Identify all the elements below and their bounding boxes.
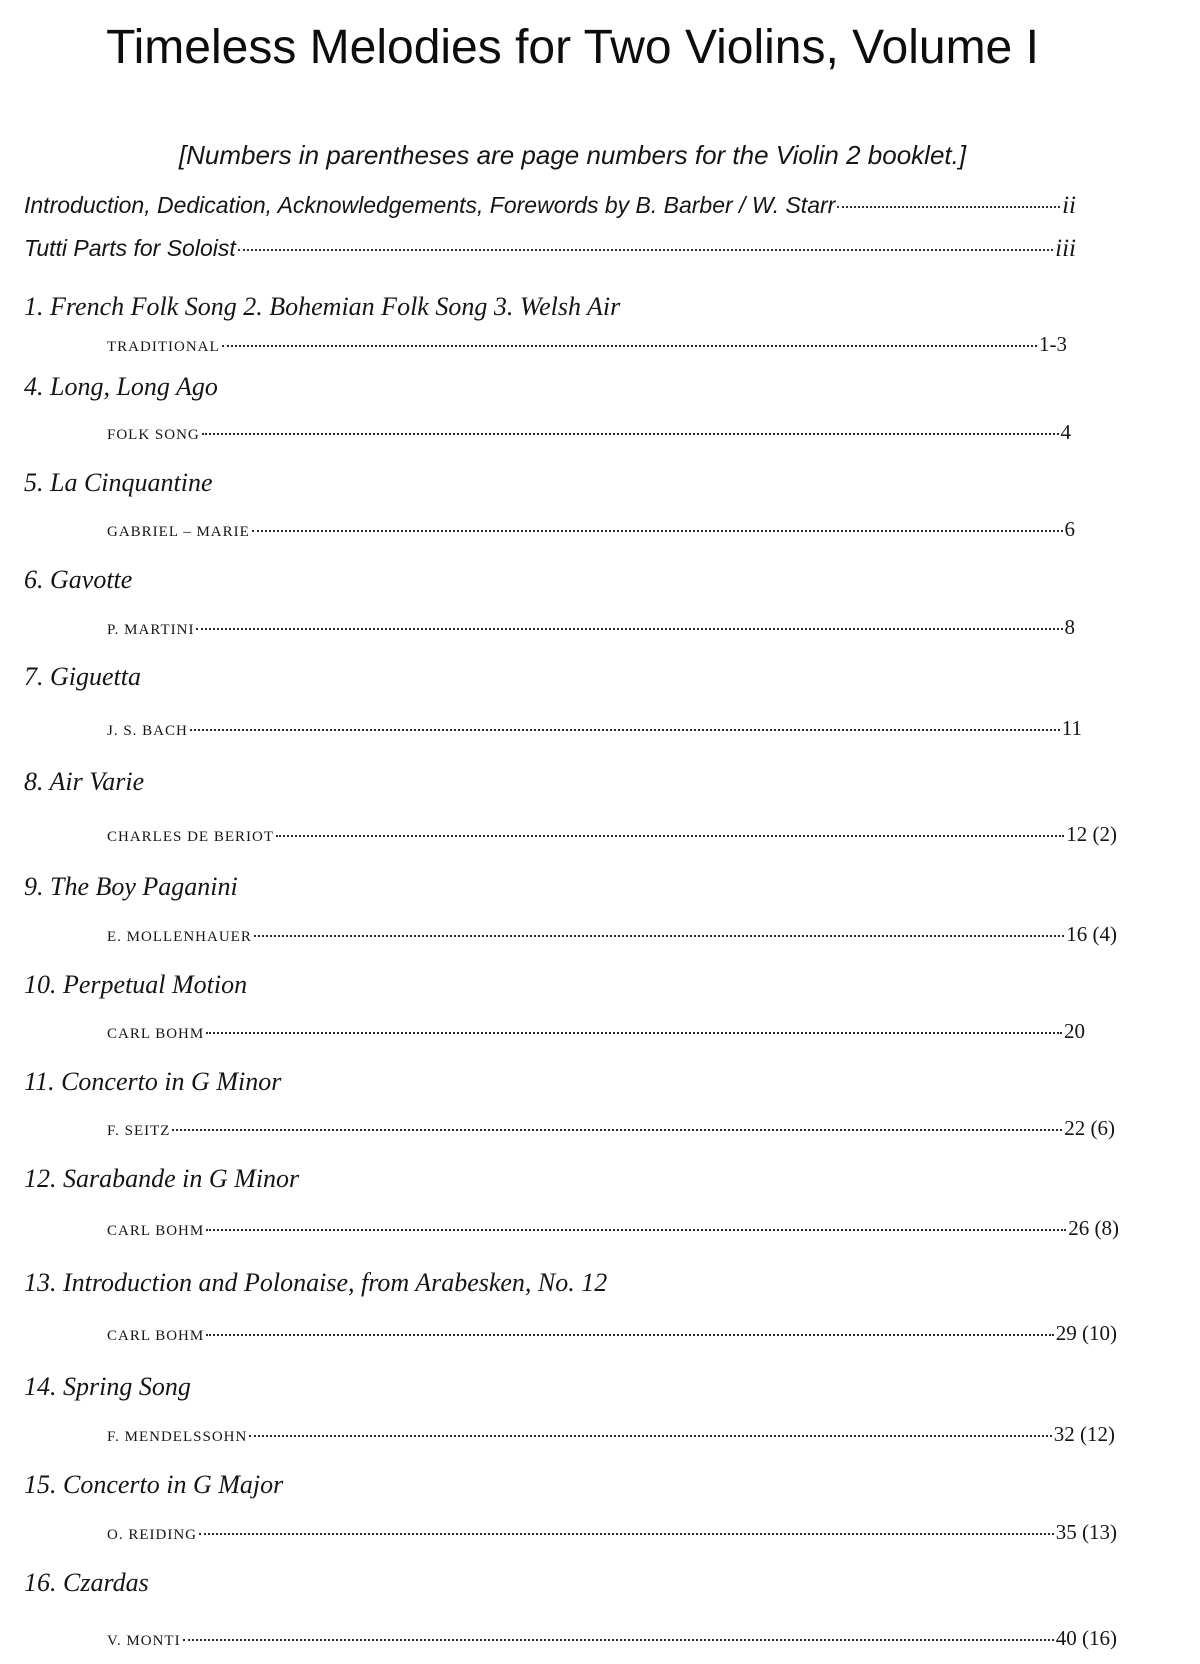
entry-composer-line (107, 1624, 1117, 1655)
entry-page: 26 (8) (1068, 1216, 1119, 1240)
entry-title: 13. Introduction and Polonaise, from Arabesken, No. 12 (24, 1268, 608, 1297)
entry-page: 4 (1060, 420, 1071, 444)
entry-title: 12. Sarabande in G Minor (24, 1164, 300, 1193)
dot-leader (238, 249, 1053, 251)
entry-composer: F. MENDELSSOHN (107, 1429, 248, 1445)
page-title: Timeless Melodies for Two Violins, Volume I (106, 21, 1039, 74)
entry-composer: CARL BOHM (107, 1026, 205, 1042)
entry-page: 8 (1064, 615, 1075, 639)
entry-page: 16 (4) (1066, 922, 1117, 946)
dot-leader (837, 206, 1060, 208)
dot-leader (252, 530, 1063, 532)
front-matter-page: ii (1062, 192, 1076, 219)
entry-page: 40 (16) (1055, 1626, 1117, 1650)
dot-leader (206, 1229, 1066, 1231)
dot-leader (276, 835, 1064, 837)
entry-page: 11 (1061, 716, 1082, 740)
entry-title: 6. Gavotte (24, 565, 133, 594)
entry-composer: GABRIEL – MARIE (107, 524, 250, 540)
entry-composer-line (107, 1214, 1119, 1245)
entry-composer-line (107, 515, 1075, 546)
dot-leader (206, 1032, 1062, 1034)
entry-composer-line (107, 1518, 1117, 1549)
entry-composer: CARL BOHM (107, 1223, 205, 1239)
entry-composer: F. SEITZ (107, 1123, 171, 1139)
entry-page: 20 (1064, 1019, 1085, 1043)
dot-leader (196, 628, 1062, 630)
entry-page: 6 (1064, 517, 1075, 541)
front-matter-page: iii (1055, 235, 1076, 262)
entry-composer: J. S. BACH (107, 723, 188, 739)
entry-composer: TRADITIONAL (107, 339, 220, 355)
dot-leader (199, 1533, 1054, 1535)
entry-title: 7. Giguetta (24, 662, 141, 691)
entry-page: 22 (6) (1064, 1116, 1115, 1140)
entry-composer-line (107, 820, 1117, 851)
entry-composer: CARL BOHM (107, 1328, 205, 1344)
entry-title: 9. The Boy Paganini (24, 872, 238, 901)
front-matter-text: Introduction, Dedication, Acknowledgements, Forewords by B. Barber / W. Starr (24, 192, 836, 218)
violin2-note: [Numbers in parentheses are page numbers for the Violin 2 booklet.] (178, 140, 967, 170)
entry-composer: V. MONTI (107, 1633, 181, 1649)
entry-composer: P. MARTINI (107, 622, 195, 638)
dot-leader (206, 1334, 1054, 1336)
entry-composer: O. REIDING (107, 1527, 197, 1543)
entry-composer-line (107, 613, 1075, 644)
dot-leader (190, 729, 1060, 731)
dot-leader (172, 1129, 1062, 1131)
dot-leader (183, 1639, 1054, 1641)
entry-composer-line (107, 330, 1067, 361)
entry-composer-line (107, 1017, 1085, 1048)
entry-title: 8. Air Varie (24, 767, 145, 796)
entry-title: 15. Concerto in G Major (24, 1470, 284, 1499)
entry-title: 4. Long, Long Ago (24, 372, 218, 401)
entry-page: 12 (2) (1066, 822, 1117, 846)
dot-leader (249, 1435, 1051, 1437)
entry-title: 11. Concerto in G Minor (24, 1067, 282, 1096)
entry-composer: E. MOLLENHAUER (107, 929, 252, 945)
entry-title: 10. Perpetual Motion (24, 970, 248, 999)
entry-page: 35 (13) (1055, 1520, 1117, 1544)
dot-leader (254, 935, 1064, 937)
entry-title: 14. Spring Song (24, 1372, 191, 1401)
entry-composer-line (107, 920, 1117, 951)
front-matter-text: Tutti Parts for Soloist (24, 235, 236, 261)
entry-title: 1. French Folk Song 2. Bohemian Folk Song 3. Welsh Air (24, 292, 621, 321)
entry-page: 29 (10) (1055, 1321, 1117, 1345)
entry-page: 32 (12) (1053, 1422, 1115, 1446)
entry-composer-line (107, 1319, 1117, 1350)
entry-title: 16. Czardas (24, 1568, 149, 1597)
entry-composer: FOLK SONG (107, 427, 200, 443)
entry-composer-line (107, 1114, 1115, 1145)
dot-leader (202, 433, 1059, 435)
entry-composer: CHARLES DE BERIOT (107, 829, 274, 845)
entry-composer-line (107, 418, 1071, 449)
entry-title: 5. La Cinquantine (24, 468, 213, 497)
front-matter-line-tutti (24, 233, 1076, 264)
entry-page: 1-3 (1039, 332, 1067, 356)
front-matter-line-intro (24, 190, 1076, 221)
entry-composer-line (107, 714, 1082, 745)
dot-leader (222, 345, 1037, 347)
entry-composer-line (107, 1420, 1115, 1451)
